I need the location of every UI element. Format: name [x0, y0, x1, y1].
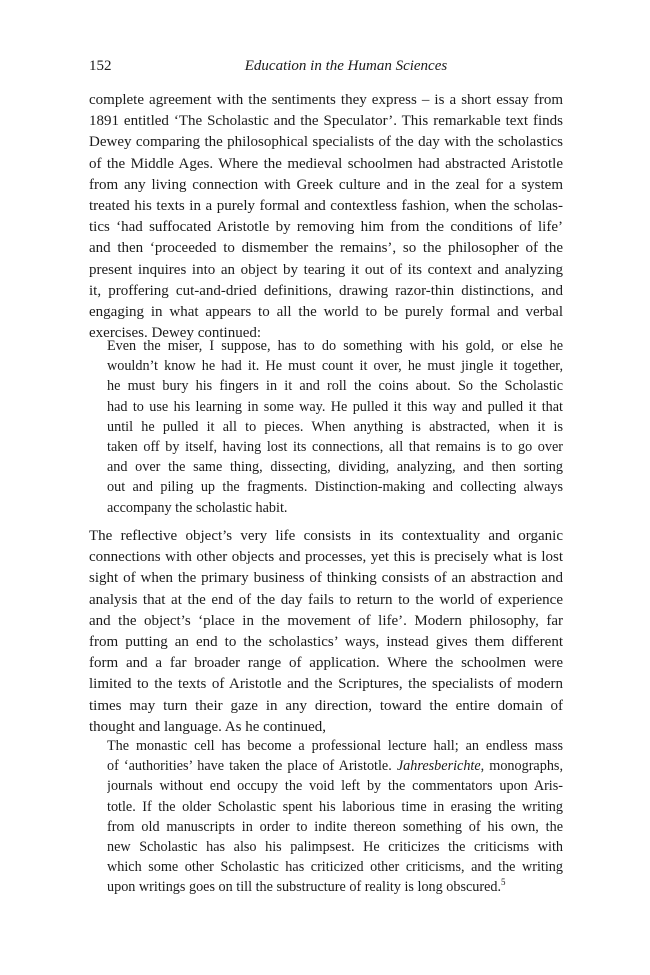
text-line: it, proffering cut-and-dried definitions, drawing razor-thin distinctions, and [89, 282, 563, 299]
running-title: Education in the Human Sciences [244, 58, 448, 74]
text-line: The reflective object’s very life consists in its contextuality and organic [89, 528, 563, 544]
quote-line: accompany the scholastic habit. [107, 499, 288, 516]
text-line: limited to the texts of Aristotle and the Scriptures, the specialists of modern [89, 676, 563, 693]
quote-text: , monographs, [480, 758, 563, 775]
text-line: thought and language. As he continued, [89, 718, 327, 735]
block-quote-1 [107, 336, 563, 518]
text-line: 1891 entitled ‘The Scholastic and the Speculator’. This remarkable text finds [89, 113, 563, 130]
text-line: from putting an end to the scholastics’ ways, instead gives them different [89, 634, 563, 651]
quote-line: had to use his learning in some way. He pulled it this way and pulled it that [107, 398, 563, 415]
quote-line: taken off by itself, having lost its connections, all that remains is to go over [107, 439, 563, 456]
running-head [89, 56, 563, 76]
quote-text: of ‘authorities’ have taken the place of Aristotle. [107, 758, 397, 775]
text-line: analysis that at the end of the day fails to return to the world of experience [89, 591, 563, 608]
quote-line: The monastic cell has become a professional lecture hall; an endless mass [107, 738, 563, 754]
page-number: 152 [89, 58, 112, 74]
quote-line: Even the miser, I suppose, has to do something with his gold, or else he [107, 338, 563, 354]
text-line: from any living connection with Greek culture and in the zeal for a system [89, 176, 563, 193]
body-paragraph-2 [89, 526, 563, 738]
text-line: of the Middle Ages. Where the medieval schoolmen had abstracted Aristotle [89, 155, 563, 172]
text-line: connections with other objects and processes, yet this is precisely what is lost [89, 549, 563, 566]
text-line: engaging in what appears to all the world to be purely formal and verbal [89, 304, 563, 321]
quote-line: wouldn’t know he had it. He must count it over, he must jingle it together, [107, 358, 563, 375]
text-line: exercises. Dewey continued: [89, 325, 262, 342]
body-paragraph-1 [89, 90, 563, 344]
quote-line: which some other Scholastic has criticized other criticisms, and the writing [107, 859, 563, 876]
footnote-marker[interactable]: 5 [501, 877, 506, 888]
text-line: present inquires into an object by tearing it out of its context and analyzing [89, 261, 563, 278]
quote-line: out and piling up the fragments. Distinction-making and collecting always [107, 479, 563, 496]
text-line: form and a far broader range of application. Where the schoolmen were [89, 655, 563, 672]
text-line: Dewey comparing the philosophical specialists of the day with the scholastics [89, 134, 563, 151]
quote-line: journals without end occupy the void left by the commentators upon Aris- [107, 778, 563, 795]
italic-term: Jahresberichte [396, 758, 481, 775]
text-line: times may turn their gaze in any direction, toward the entire domain of [89, 697, 563, 714]
quote-line: and over the same thing, dissecting, dividing, analyzing, and then sorting [107, 459, 563, 476]
quote-line [107, 877, 563, 897]
quote-line: new Scholastic has also his palimpsest. He criticizes the criticisms with [107, 839, 563, 856]
text-line: complete agreement with the sentiments they express – is a short essay from [89, 92, 563, 108]
block-quote-2 [107, 736, 563, 898]
quote-line: from old manuscripts in order to indite thereon something of his own, the [107, 818, 563, 835]
quote-line: totle. If the older Scholastic spent his laborious time in erasing the writing [107, 798, 563, 815]
quote-text: upon writings goes on till the substructure of reality is long obscured. [107, 879, 502, 896]
text-line: sight of when the primary business of thinking consists of an abstraction and [89, 570, 563, 587]
quote-line [107, 756, 563, 776]
text-line: treated his texts in a purely formal and contextless fashion, when the scholas- [89, 198, 563, 215]
quote-line: he must bury his fingers in it and roll the coins about. So the Scholastic [107, 378, 563, 395]
quote-line: until he pulled it all to pieces. When anything is abstracted, when it is [107, 418, 563, 435]
text-line: and then ‘proceeded to dismember the remains’, so the philosopher of the [89, 240, 563, 257]
text-line: tics ‘had suffocated Aristotle by removing him from the conditions of life’ [89, 219, 563, 236]
text-line: and the object’s ‘place in the movement of life’. Modern philosophy, far [89, 612, 563, 629]
